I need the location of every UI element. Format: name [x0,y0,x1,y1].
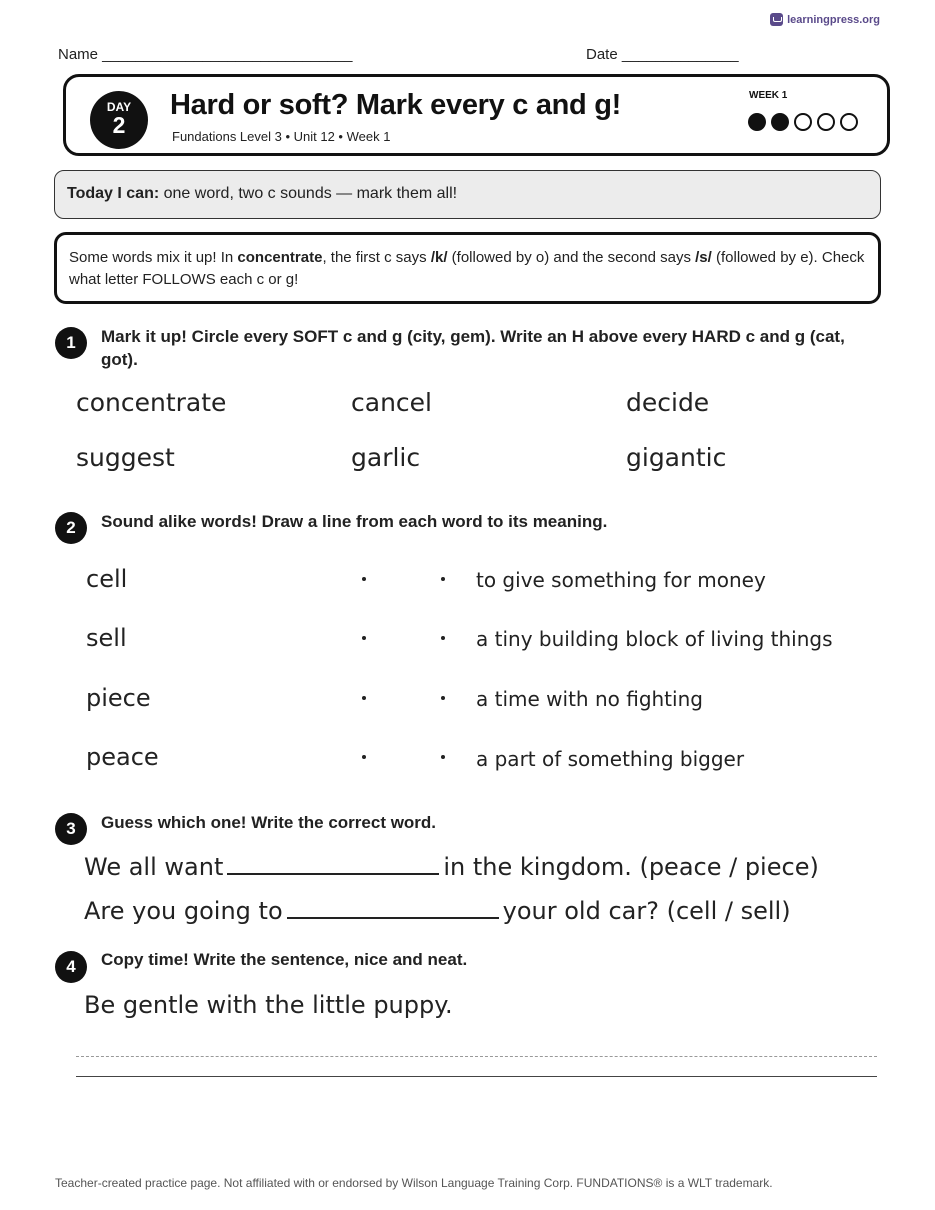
word-item[interactable]: concentrate [76,388,227,417]
section-number: 4 [55,951,87,983]
progress-dot [771,113,789,131]
fill-sentence [84,897,791,925]
header-box [63,74,890,156]
word-item[interactable]: gigantic [626,443,727,472]
day-label: DAY [106,100,132,114]
sentence-end: your old car? (cell / sell) [502,897,791,925]
word-item[interactable]: suggest [76,443,175,472]
sentence-end: in the kingdom. (peace / piece) [443,853,819,881]
progress-dot [748,113,766,131]
day-number: 2 [112,112,126,138]
match-word: sell [86,624,127,652]
match-word: peace [86,743,159,771]
answer-blank[interactable] [227,853,439,875]
match-right-dot[interactable] [441,577,445,581]
tip-sound-k: /k/ [430,249,448,266]
word-item[interactable]: cancel [351,388,432,417]
match-meaning: a tiny building block of living things [476,627,833,651]
date-field[interactable]: Date ______________ [586,46,739,63]
week-label: WEEK 1 [749,90,788,101]
writing-base-line[interactable] [76,1076,877,1077]
footer-disclaimer: Teacher-created practice page. Not affiliated with or endorsed by Wilson Language Training Corp. FUNDATIONS® is a WLT trademark. [55,1176,773,1190]
goal-text: one word, two c sounds — mark them all! [159,185,458,202]
fill-sentence [84,853,819,881]
match-left-dot[interactable] [362,577,366,581]
match-word: piece [86,684,151,712]
answer-blank[interactable] [287,897,499,919]
match-left-dot[interactable] [362,755,366,759]
word-item[interactable]: garlic [351,443,421,472]
tip-sound-s: /s/ [695,249,712,266]
tip-text: (followed by e). Check what letter FOLLOWS each c or g! [69,249,865,288]
day-badge [90,91,148,149]
name-field[interactable]: Name ______________________________ [58,46,353,63]
match-left-dot[interactable] [362,636,366,640]
section-instruction: Sound alike words! Draw a line from each word to its meaning. [101,512,608,531]
brand-logo [770,13,880,26]
tip-text: Some words mix it up! In [69,249,238,266]
match-word: cell [86,565,128,593]
tip-box [54,232,881,304]
match-right-dot[interactable] [441,696,445,700]
page-title: Hard or soft? Mark every c and g! [170,89,621,121]
tip-word: concentrate [237,249,323,266]
writing-guide-line[interactable] [76,1056,877,1057]
brand-icon [770,13,783,26]
section-instruction: Mark it up! Circle every SOFT c and g (city, gem). Write an H above every HARD c and g (cat, got). [101,327,845,369]
progress-dot [817,113,835,131]
tip-text: (followed by o) and the second says [447,249,696,266]
section-number: 2 [55,512,87,544]
section-instruction: Copy time! Write the sentence, nice and neat. [101,950,468,969]
copy-sentence: Be gentle with the little puppy. [84,991,453,1019]
match-right-dot[interactable] [441,636,445,640]
tip-text: , the first c says [322,249,431,266]
word-item[interactable]: decide [626,388,710,417]
sentence-start: Are you going to [84,897,283,925]
section-number: 3 [55,813,87,845]
progress-dot [794,113,812,131]
match-meaning: a part of something bigger [476,747,745,771]
match-meaning: a time with no fighting [476,687,703,711]
week-progress-dots [748,113,858,131]
page-subtitle: Fundations Level 3 • Unit 12 • Week 1 [172,129,391,144]
match-meaning: to give something for money [476,568,766,592]
goal-label: Today I can: [67,185,160,202]
section-number: 1 [55,327,87,359]
brand-text: learningpress.org [787,13,880,26]
section-instruction: Guess which one! Write the correct word. [101,813,437,832]
match-right-dot[interactable] [441,755,445,759]
sentence-start: We all want [84,853,224,881]
match-left-dot[interactable] [362,696,366,700]
progress-dot [840,113,858,131]
goal-box [54,170,881,219]
